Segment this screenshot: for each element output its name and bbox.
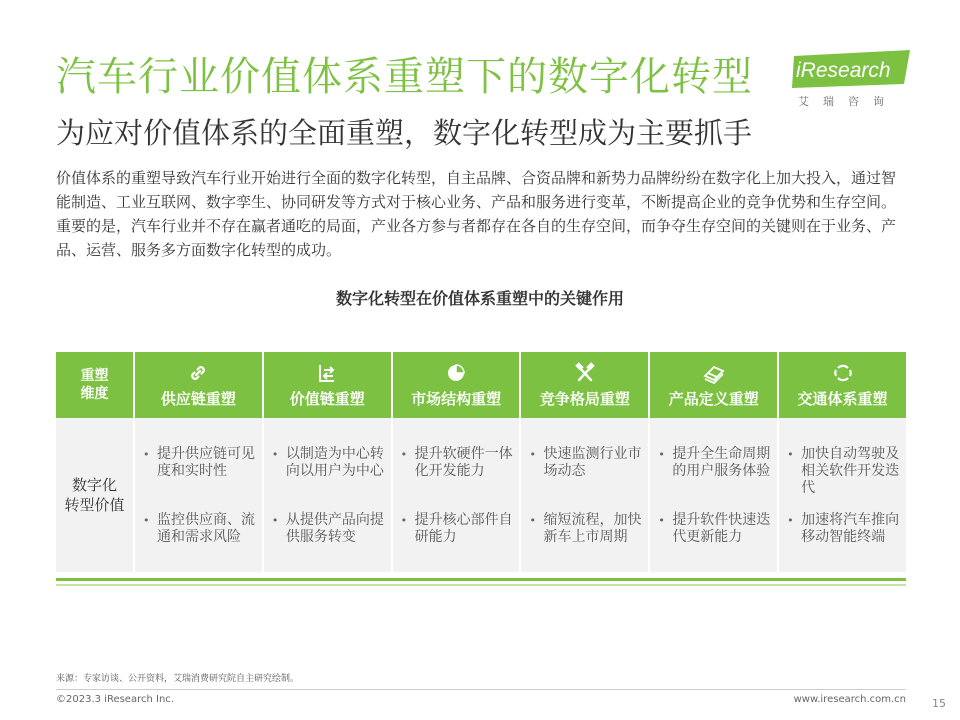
header-label: 交通体系重塑: [797, 390, 888, 408]
table-header-row: [56, 352, 906, 418]
header-market-structure: [393, 352, 522, 418]
key-roles-table: [56, 352, 906, 572]
bullet-point: • 以制造为中心转向以用户为中心: [272, 446, 385, 480]
page-number: 15: [932, 697, 946, 710]
header-label: 竞争格局重塑: [539, 390, 630, 408]
copyright: ©2023.3 iResearch Inc.: [56, 694, 174, 705]
competition-cell: [521, 418, 650, 572]
section-title: 数字化转型在价值体系重塑中的关键作用: [335, 289, 624, 308]
bullet-point: • 提升软件快速迭代更新能力: [658, 512, 771, 546]
intro-paragraph: 价值体系的重塑导致汽车行业开始进行全面的数字化转型，自主品牌、合资品牌和新势力品牌纷纷在数字化上加大投入，通过智能制造、工业互联网、数字孪生、协同研发等方式对于核心业务、产品和服务进行变革，不断提高企业的竞争优势和生存空间。重要的是，汽车行业并不存在赢者通吃的局面，产业各方参与者都存在各自的生存空间，而争夺生存空间的关键则在于业务、产品、运营、服务多方面数字化转型的成功。: [56, 169, 897, 259]
iresearch-logo: [792, 50, 914, 112]
table-row: [56, 418, 906, 572]
header-label: 市场结构重塑: [411, 390, 502, 408]
bullet-point: • 加速将汽车推向移动智能终端: [787, 512, 900, 546]
bullet-point: • 快速监测行业市场动态: [529, 446, 642, 480]
table-bottom-rule: [56, 578, 906, 581]
table-bottom-rule-light: [56, 584, 906, 586]
page-subtitle: 为应对价值体系的全面重塑，数字化转型成为主要抓手: [56, 116, 753, 150]
row-label-text: 数字化 转型价值: [64, 476, 125, 514]
bullet-point: • 提升软硬件一体化开发能力: [401, 446, 514, 480]
transfer-icon: [316, 361, 338, 385]
bullet-point: • 提升核心部件自研能力: [401, 512, 514, 546]
pie-chart-icon: [445, 361, 467, 385]
market-structure-cell: [393, 418, 522, 572]
link-icon: [187, 361, 209, 385]
footer-divider: [56, 689, 906, 690]
bullet-point: • 监控供应商、流通和需求风险: [143, 512, 256, 546]
bullet-point: • 从提供产品向提供服务转变: [272, 512, 385, 546]
row-label: [56, 418, 135, 572]
logo-text: iResearch: [796, 59, 891, 82]
header-transport-system: [779, 352, 906, 418]
value-chain-cell: [264, 418, 393, 572]
bullet-point: • 缩短流程，加快新车上市周期: [529, 512, 642, 546]
dimension-header: [56, 352, 135, 418]
dimension-header-label: 重塑 维度: [80, 368, 109, 402]
bullet-point: • 提升供应链可见度和实时性: [143, 446, 256, 480]
product-definition-cell: [650, 418, 779, 572]
bullet-point: • 加快自动驾驶及相关软件开发迭代: [787, 446, 900, 497]
supply-chain-cell: [135, 418, 264, 572]
header-value-chain: [264, 352, 393, 418]
source-note: 来源：专家访谈、公开资料，艾瑞消费研究院自主研究绘制。: [56, 674, 300, 684]
website-link[interactable]: www.iresearch.com.cn: [793, 694, 906, 705]
header-competition: [521, 352, 650, 418]
page-title: 汽车行业价值体系重塑下的数字化转型: [56, 54, 753, 100]
cycle-icon: [832, 361, 854, 385]
bullet-point: • 提升全生命周期的用户服务体验: [658, 446, 771, 480]
header-label: 供应链重塑: [160, 390, 236, 408]
layers-icon: [702, 361, 726, 385]
header-label: 产品定义重塑: [668, 390, 759, 408]
transport-system-cell: [779, 418, 906, 572]
header-label: 价值链重塑: [289, 390, 365, 408]
header-supply-chain: [135, 352, 264, 418]
crossed-tools-icon: [574, 361, 596, 385]
header-product-definition: [650, 352, 779, 418]
logo-chinese-text: 艾瑞咨询: [798, 95, 898, 108]
